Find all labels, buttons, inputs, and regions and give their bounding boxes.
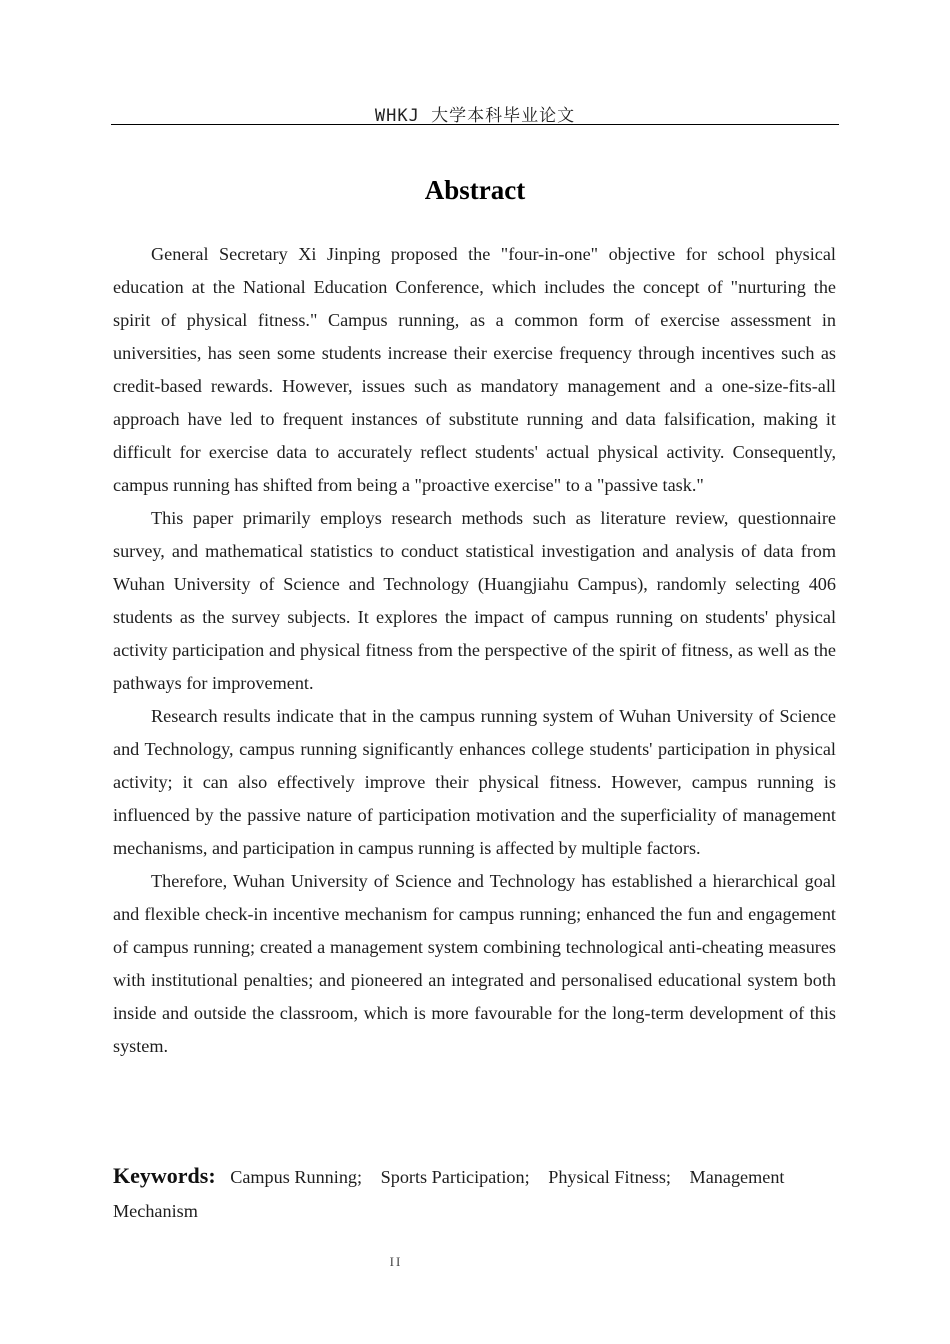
header-rule <box>111 124 839 125</box>
keyword-item: Physical Fitness; <box>548 1167 671 1187</box>
keywords-section <box>113 1159 836 1228</box>
abstract-paragraph: Research results indicate that in the campus running system of Wuhan University of Science and Technology, campus running significantly enhances college students' participation in physical activity; it can also effectively improve their physical fitness. However, campus running is influenced by the passive nature of participation motivation and the superficiality of management mechanisms, and participation in campus running is affected by multiple factors. <box>113 706 836 858</box>
abstract-paragraph: General Secretary Xi Jinping proposed the "four-in-one" objective for school physical education at the National Education Conference, which includes the concept of "nurturing the spirit of physical fitness." Campus running, as a common form of exercise assessment in universities, has seen some students increase their exercise frequency through incentives such as credit-based rewards. However, issues such as mandatory management and a one-size-fits-all approach have led to frequent instances of substitute running and data falsification, making it difficult for exercise data to accurately reflect students' actual physical activity. Consequently, campus running has shifted from being a "proactive exercise" to a "passive task." <box>113 244 836 495</box>
abstract-body <box>113 238 836 1063</box>
page-title: Abstract <box>424 175 526 205</box>
keyword-item: Management Mechanism <box>113 1167 785 1221</box>
keyword-item: Sports Participation; <box>380 1167 530 1187</box>
keywords-label: Keywords: <box>113 1163 216 1188</box>
abstract-paragraph: This paper primarily employs research methods such as literature review, questionnaire survey, and mathematical statistics to conduct statistical investigation and analysis of data from Wuhan University of Science and Technology (Huangjiahu Campus), randomly selecting 406 students as the survey subjects. It explores the impact of campus running on students' physical activity participation and physical fitness from the perspective of the spirit of fitness, as well as the pathways for improvement. <box>113 508 836 693</box>
keyword-item: Campus Running; <box>230 1167 363 1187</box>
abstract-paragraph: Therefore, Wuhan University of Science and Technology has established a hierarchical goal and flexible check-in incentive mechanism for campus running; enhanced the fun and engagement of campus running; created a management system combining technological anti-cheating measures with institutional penalties; and pioneered an integrated and personalised educational system both inside and outside the classroom, which is more favourable for the long-term development of this system. <box>113 871 836 1056</box>
running-header: WHKJ 大学本科毕业论文 <box>374 106 576 126</box>
page-number: II <box>389 1254 403 1269</box>
